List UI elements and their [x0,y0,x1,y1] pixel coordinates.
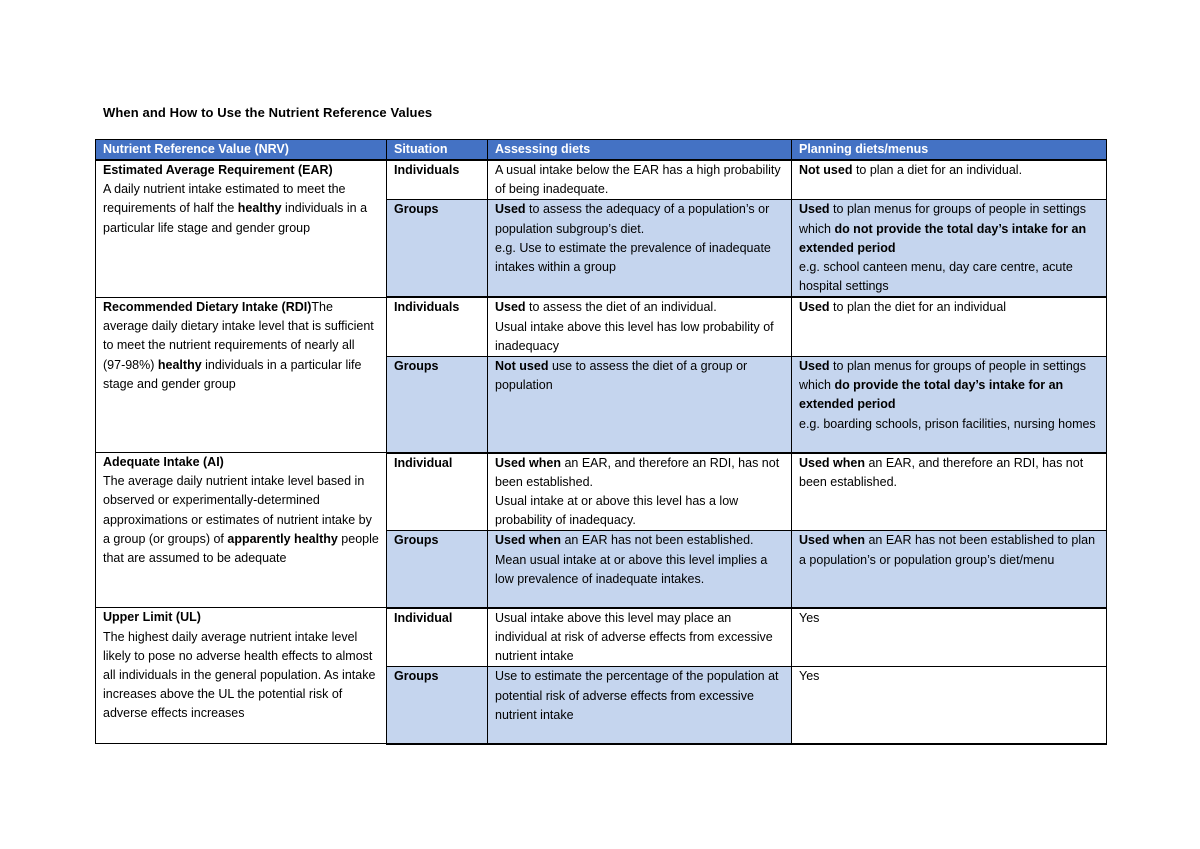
planning-cell: Yes [792,608,1107,667]
nrv-ear-cell [96,160,387,297]
nrv-rdi-cell [96,297,387,452]
assessing-cell: Used when an EAR, and therefore an RDI, has not been established. Usual intake at or above this level has a low probability of inadequacy. [488,453,792,531]
table-row [96,160,1107,200]
situation-cell: Groups [387,667,488,744]
nrv-ul-cell [96,608,387,744]
assessing-cell: A usual intake below the EAR has a high probability of being inadequate. [488,160,792,200]
nrv-ai-cell [96,453,387,608]
planning-cell: Used when an EAR, and therefore an RDI, has not been established. [792,453,1107,531]
assessing-cell: Use to estimate the percentage of the population at potential risk of adverse effects from excessive nutrient intake [488,667,792,744]
nrv-name: Estimated Average Requirement (EAR) [103,163,333,177]
nrv-name: Adequate Intake (AI) [103,455,224,470]
table-row [96,297,1107,356]
nrv-name: Recommended Dietary Intake (RDI) [103,299,312,314]
situation-cell: Individual [387,608,488,667]
situation-cell: Groups [387,357,488,453]
table-row [96,453,1107,531]
assessing-cell: Used when an EAR has not been established. Mean usual intake at or above this level implies a low prevalence of inadequate intakes. [488,531,792,608]
situation-cell: Individuals [387,160,488,200]
header-nrv: Nutrient Reference Value (NRV) [96,140,387,161]
planning-cell: Yes [792,667,1107,744]
situation-cell: Individual [387,453,488,531]
situation-cell: Individuals [387,297,488,356]
document-title: When and How to Use the Nutrient Reference Values [103,105,433,120]
table-header-row [96,140,1107,161]
assessing-cell: Used to assess the diet of an individual. Usual intake above this level has low probability of inadequacy [488,297,792,356]
planning-cell: Used to plan menus for groups of people in settings which do provide the total day’s intake for an extended period e.g. boarding schools, prison facilities, nursing homes [792,357,1107,453]
header-situation: Situation [387,140,488,161]
nrv-description: A daily nutrient intake estimated to meet the requirements of half the healthy individuals in a particular life stage and gender group [103,182,368,235]
planning-cell: Used to plan the diet for an individual [792,297,1107,356]
planning-cell: Used when an EAR has not been established to plan a population’s or population group’s diet/menu [792,531,1107,608]
planning-cell: Used to plan menus for groups of people in settings which do not provide the total day’s intake for an extended period e.g. school canteen menu, day care centre, acute hospital settings [792,200,1107,298]
nrv-name: Upper Limit (UL) [103,610,201,625]
situation-cell: Groups [387,531,488,608]
planning-cell: Not used to plan a diet for an individual. [792,160,1107,200]
header-assessing: Assessing diets [488,140,792,161]
assessing-cell: Not used use to assess the diet of a group or population [488,357,792,453]
nrv-description: The average daily dietary intake level that is sufficient to meet the nutrient requirements of nearly all (97-98%) healthy individuals in a particular life stage and gender group [103,299,374,391]
table-row [96,608,1107,667]
assessing-cell: Used to assess the adequacy of a population’s or population subgroup’s diet. e.g. Use to estimate the prevalence of inadequate intakes within a group [488,200,792,298]
nrv-description: The highest daily average nutrient intake level likely to pose no adverse health effects to almost all individuals in the general population. As intake increases above the UL the potential risk of adverse effects increases [103,629,376,721]
header-planning: Planning diets/menus [792,140,1107,161]
nrv-description: The average daily nutrient intake level based in observed or experimentally-determined approximations or estimates of nutrient intake by a group (or groups) of apparently healthy people that are assumed to be adequate [103,474,379,566]
nrv-table [95,139,1107,745]
situation-cell: Groups [387,200,488,298]
assessing-cell: Usual intake above this level may place an individual at risk of adverse effects from excessive nutrient intake [488,608,792,667]
